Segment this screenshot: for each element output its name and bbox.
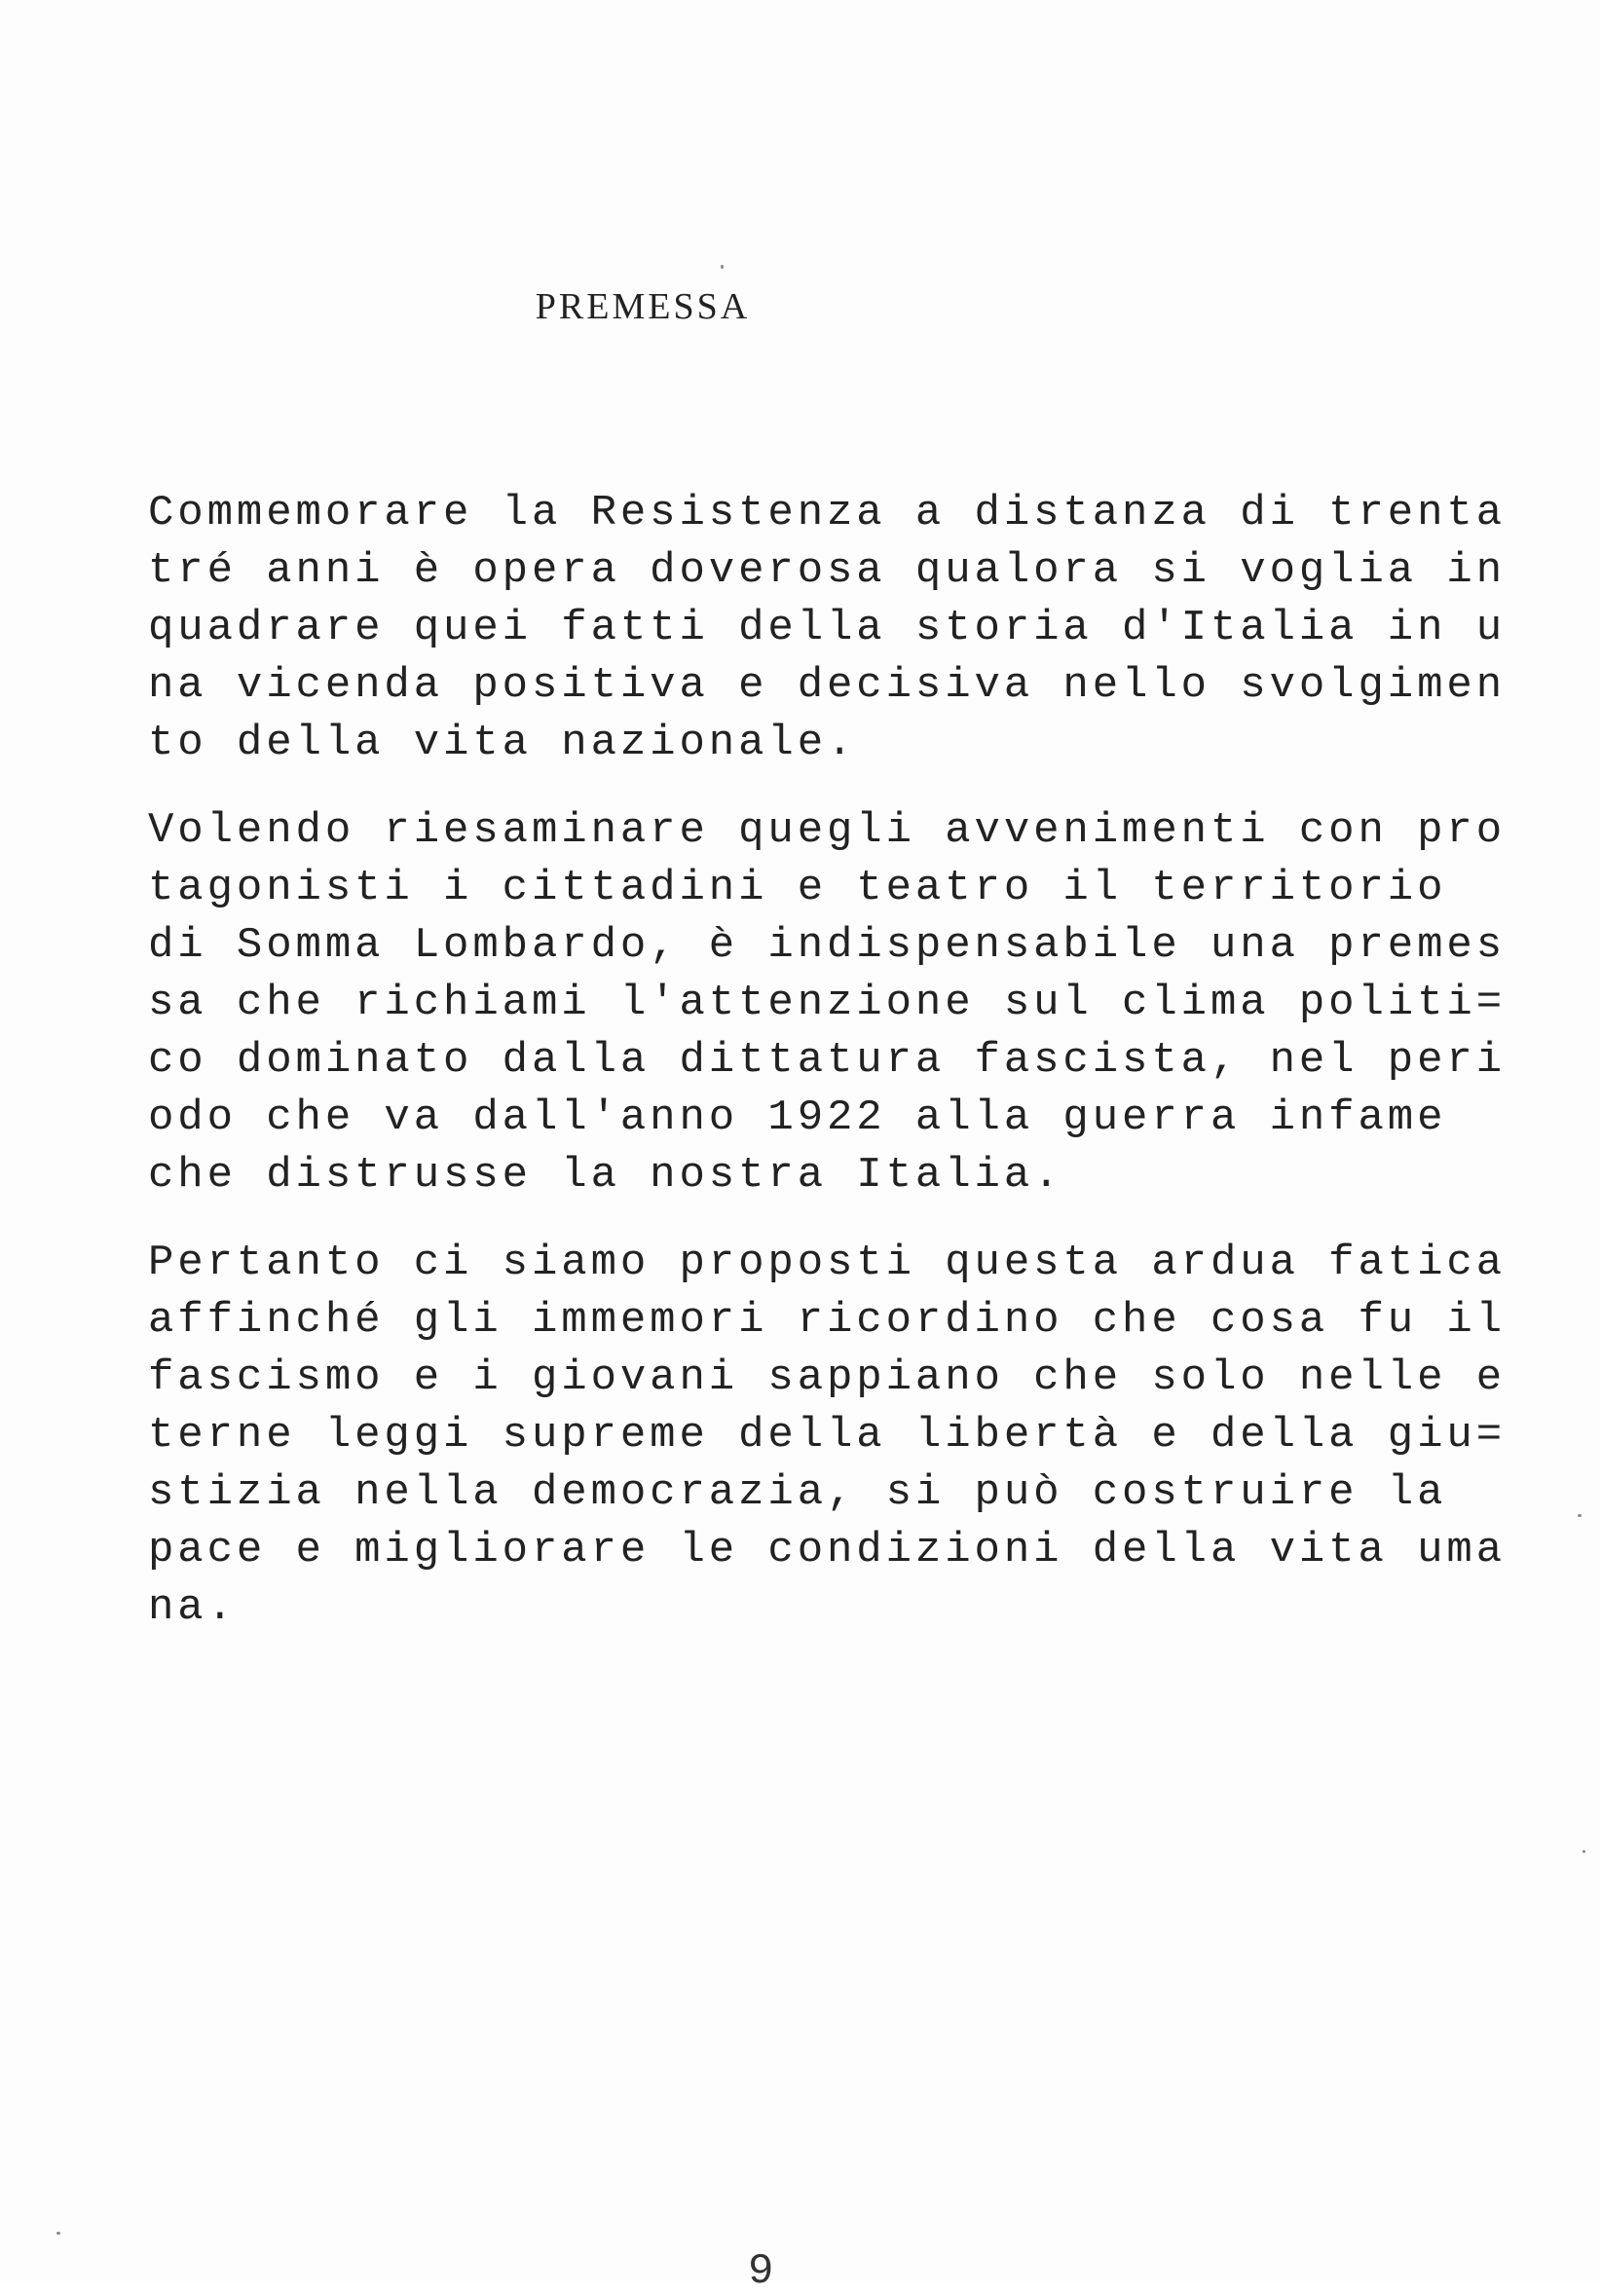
text-line: co dominato dalla dittatura fascista, nel peri — [148, 1036, 1506, 1085]
paper-speck — [721, 265, 724, 269]
paper-speck — [56, 2232, 60, 2235]
paragraph-2 — [148, 802, 1511, 1204]
paper-speck — [1578, 1514, 1582, 1517]
body-text — [148, 485, 1511, 1667]
page-number: 9 — [748, 2247, 774, 2296]
page-title: PREMESSA — [535, 286, 751, 327]
paragraph-3 — [148, 1235, 1511, 1637]
text-line: Volendo riesaminare quegli avvenimenti con pro — [148, 806, 1506, 855]
text-line: pace e migliorare le condizioni della vita uma — [148, 1526, 1506, 1574]
text-line: to della vita nazionale. — [148, 719, 857, 767]
text-line: tré anni è opera doverosa qualora si voglia in — [148, 546, 1506, 595]
text-line: di Somma Lombardo, è indispensabile una premes — [148, 921, 1506, 970]
text-line: stizia nella democrazia, si può costruire la — [148, 1468, 1447, 1517]
text-line: odo che va dall'anno 1922 alla guerra infame — [148, 1093, 1447, 1142]
text-line: che distrusse la nostra Italia. — [148, 1151, 1063, 1200]
text-line: affinché gli immemori ricordino che cosa fu il — [148, 1296, 1506, 1345]
text-line: Commemorare la Resistenza a distanza di trenta — [148, 489, 1506, 537]
paper-speck — [1582, 1850, 1585, 1853]
text-line: na vicenda positiva e decisiva nello svolgimen — [148, 661, 1506, 710]
text-line: quadrare quei fatti della storia d'Italia in u — [148, 604, 1506, 652]
text-line: na. — [148, 1583, 237, 1632]
text-line: terne leggi supreme della libertà e della giu= — [148, 1411, 1506, 1460]
paragraph-1 — [148, 485, 1511, 772]
text-line: Pertanto ci siamo proposti questa ardua fatica — [148, 1239, 1506, 1287]
text-line: sa che richiami l'attenzione sul clima politi= — [148, 979, 1506, 1027]
text-line: fascismo e i giovani sappiano che solo nelle e — [148, 1353, 1506, 1402]
text-line: tagonisti i cittadini e teatro il territorio — [148, 864, 1447, 912]
